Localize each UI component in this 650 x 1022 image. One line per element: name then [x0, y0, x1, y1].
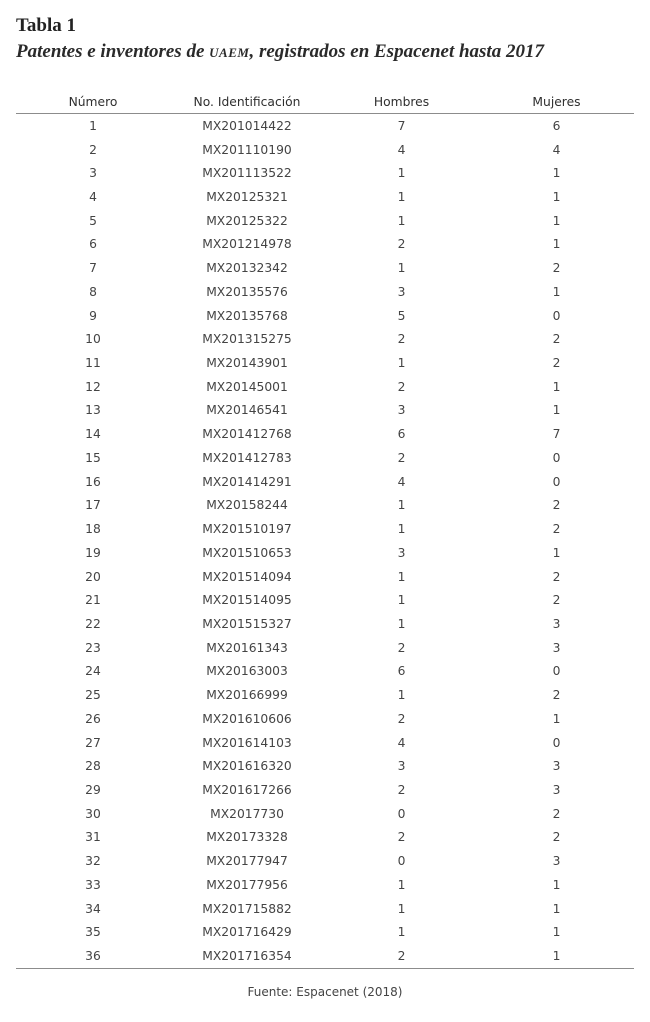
subtitle-text-start: Patentes e inventores de [16, 41, 210, 62]
cell-numero: 22 [85, 616, 101, 631]
cell-hombres: 1 [397, 925, 406, 940]
cell-numero: 15 [85, 450, 101, 465]
cell-identificacion: MX20135768 [206, 308, 288, 323]
table-row [16, 517, 634, 541]
cell-mujeres: 1 [552, 190, 561, 205]
cell-identificacion: MX201110190 [202, 142, 292, 157]
table-row [16, 209, 634, 233]
cell-mujeres: 4 [552, 142, 561, 157]
table-row [16, 612, 634, 636]
table-row [16, 233, 634, 257]
cell-hombres: 2 [397, 450, 406, 465]
cell-identificacion: MX201510197 [202, 522, 292, 537]
cell-hombres: 4 [397, 735, 406, 750]
table-row [16, 778, 634, 802]
cell-identificacion: MX201614103 [202, 735, 292, 750]
cell-numero: 8 [89, 284, 97, 299]
cell-mujeres: 2 [552, 332, 561, 347]
table-row [16, 256, 634, 280]
cell-numero: 19 [85, 545, 101, 560]
cell-identificacion: MX201412768 [202, 427, 292, 442]
table-header [16, 91, 634, 114]
cell-mujeres: 1 [552, 284, 561, 299]
table-row [16, 494, 634, 518]
table-row [16, 161, 634, 185]
cell-hombres: 3 [397, 284, 406, 299]
cell-identificacion: MX20166999 [206, 688, 288, 703]
cell-mujeres: 0 [552, 735, 561, 750]
cell-mujeres: 1 [552, 237, 561, 252]
cell-mujeres: 1 [552, 901, 561, 916]
cell-identificacion: MX201315275 [202, 332, 292, 347]
table-row [16, 138, 634, 162]
cell-hombres: 2 [397, 237, 406, 252]
cell-numero: 1 [89, 118, 97, 133]
cell-numero: 7 [89, 261, 97, 276]
table-row [16, 351, 634, 375]
cell-identificacion: MX201414291 [202, 474, 292, 489]
table-row [16, 280, 634, 304]
table-row [16, 683, 634, 707]
cell-numero: 12 [85, 379, 101, 394]
cell-hombres: 4 [397, 142, 406, 157]
cell-hombres: 0 [397, 806, 406, 821]
cell-numero: 11 [85, 356, 101, 371]
cell-mujeres: 3 [552, 854, 561, 869]
table-row [16, 470, 634, 494]
cell-mujeres: 0 [552, 474, 561, 489]
cell-numero: 28 [85, 759, 101, 774]
cell-mujeres: 3 [552, 616, 561, 631]
table-row [16, 114, 634, 138]
cell-hombres: 1 [397, 522, 406, 537]
cell-mujeres: 0 [552, 308, 561, 323]
table-row [16, 920, 634, 944]
cell-mujeres: 2 [552, 569, 561, 584]
cell-mujeres: 0 [552, 450, 561, 465]
cell-hombres: 1 [397, 261, 406, 276]
cell-mujeres: 1 [552, 166, 561, 181]
cell-identificacion: MX201716429 [202, 925, 292, 940]
cell-hombres: 1 [397, 498, 406, 513]
cell-hombres: 6 [397, 664, 406, 679]
table-source: Fuente: Espacenet (2018) [247, 985, 403, 999]
cell-identificacion: MX20161343 [206, 640, 288, 655]
cell-identificacion: MX20132342 [206, 261, 288, 276]
cell-numero: 32 [85, 854, 101, 869]
cell-mujeres: 1 [552, 925, 561, 940]
cell-numero: 5 [89, 213, 97, 228]
cell-mujeres: 2 [552, 498, 561, 513]
table-body [16, 114, 634, 969]
cell-identificacion: MX201617266 [202, 782, 292, 797]
table-row [16, 565, 634, 589]
cell-hombres: 5 [397, 308, 406, 323]
cell-numero: 31 [85, 830, 101, 845]
cell-mujeres: 3 [552, 640, 561, 655]
table-row [16, 826, 634, 850]
cell-hombres: 1 [397, 901, 406, 916]
cell-identificacion: MX201514094 [202, 569, 292, 584]
cell-mujeres: 1 [552, 711, 561, 726]
table-row [16, 707, 634, 731]
cell-identificacion: MX201616320 [202, 759, 292, 774]
table-row [16, 375, 634, 399]
cell-mujeres: 0 [552, 664, 561, 679]
cell-numero: 25 [85, 688, 101, 703]
cell-identificacion: MX20177947 [206, 854, 288, 869]
cell-mujeres: 1 [479, 944, 634, 968]
cell-hombres: 3 [397, 759, 406, 774]
cell-identificacion: MX20145001 [206, 379, 288, 394]
cell-identificacion: MX201510653 [202, 545, 292, 560]
cell-hombres: 0 [397, 854, 406, 869]
cell-hombres: 3 [397, 545, 406, 560]
table-row [16, 446, 634, 470]
cell-numero: 24 [85, 664, 101, 679]
cell-identificacion: MX201716354 [170, 944, 324, 968]
cell-identificacion: MX201412783 [202, 450, 292, 465]
cell-hombres: 2 [397, 640, 406, 655]
cell-hombres: 1 [397, 190, 406, 205]
cell-mujeres: 2 [552, 830, 561, 845]
cell-numero: 23 [85, 640, 101, 655]
cell-mujeres: 1 [552, 877, 561, 892]
cell-mujeres: 2 [552, 593, 561, 608]
cell-numero: 21 [85, 593, 101, 608]
table-row [16, 399, 634, 423]
cell-hombres: 2 [397, 782, 406, 797]
table-row [16, 873, 634, 897]
cell-identificacion: MX20125322 [206, 213, 288, 228]
cell-hombres: 1 [397, 213, 406, 228]
table-row [16, 185, 634, 209]
table-row [16, 754, 634, 778]
cell-hombres: 2 [397, 711, 406, 726]
header-identificacion: No. Identificación [170, 91, 324, 114]
cell-numero: 20 [85, 569, 101, 584]
cell-hombres: 2 [397, 830, 406, 845]
cell-hombres: 1 [397, 877, 406, 892]
cell-identificacion: MX20146541 [206, 403, 288, 418]
cell-numero: 26 [85, 711, 101, 726]
cell-identificacion: MX201514095 [202, 593, 292, 608]
cell-identificacion: MX201113522 [202, 166, 292, 181]
table-title: Tabla 1 [16, 15, 77, 36]
table-row [16, 327, 634, 351]
cell-identificacion: MX20135576 [206, 284, 288, 299]
cell-hombres: 3 [397, 403, 406, 418]
cell-mujeres: 2 [552, 356, 561, 371]
cell-identificacion: MX20173328 [206, 830, 288, 845]
cell-numero: 16 [85, 474, 101, 489]
cell-mujeres: 1 [552, 213, 561, 228]
cell-hombres: 1 [397, 166, 406, 181]
cell-mujeres: 2 [552, 261, 561, 276]
cell-mujeres: 3 [552, 759, 561, 774]
cell-numero: 4 [89, 190, 97, 205]
cell-numero: 27 [85, 735, 101, 750]
patents-table [16, 91, 634, 969]
cell-identificacion: MX20158244 [206, 498, 288, 513]
cell-mujeres: 3 [552, 782, 561, 797]
cell-numero: 35 [85, 925, 101, 940]
cell-identificacion: MX20163003 [206, 664, 288, 679]
cell-identificacion: MX2017730 [210, 806, 284, 821]
table-row [16, 304, 634, 328]
cell-hombres: 7 [397, 118, 406, 133]
table-row [16, 636, 634, 660]
cell-numero: 6 [89, 237, 97, 252]
cell-identificacion: MX201610606 [202, 711, 292, 726]
table-row [16, 897, 634, 921]
table-row [16, 849, 634, 873]
cell-hombres: 1 [397, 688, 406, 703]
cell-numero: 34 [85, 901, 101, 916]
cell-numero: 18 [85, 522, 101, 537]
table-row [16, 422, 634, 446]
cell-identificacion: MX20177956 [206, 877, 288, 892]
table-row [16, 731, 634, 755]
subtitle-text-end: , registrados en Espacenet hasta 2017 [249, 41, 544, 62]
header-numero: Número [16, 91, 170, 114]
cell-identificacion: MX201515327 [202, 616, 292, 631]
cell-mujeres: 6 [552, 118, 561, 133]
table-row [16, 802, 634, 826]
cell-identificacion: MX20125321 [206, 190, 288, 205]
cell-identificacion: MX20143901 [206, 356, 288, 371]
header-mujeres: Mujeres [479, 91, 634, 114]
table-row [16, 660, 634, 684]
header-row [16, 91, 634, 114]
cell-hombres: 2 [397, 332, 406, 347]
cell-identificacion: MX201715882 [202, 901, 292, 916]
cell-hombres: 4 [397, 474, 406, 489]
cell-hombres: 1 [397, 569, 406, 584]
cell-numero: 13 [85, 403, 101, 418]
table-row [16, 944, 634, 968]
cell-mujeres: 1 [552, 403, 561, 418]
cell-numero: 30 [85, 806, 101, 821]
cell-hombres: 2 [397, 379, 406, 394]
cell-numero: 2 [89, 142, 97, 157]
subtitle-acronym: uaem [209, 41, 250, 62]
cell-mujeres: 1 [552, 545, 561, 560]
cell-numero: 29 [85, 782, 101, 797]
cell-identificacion: MX201214978 [202, 237, 292, 252]
cell-numero: 33 [85, 877, 101, 892]
cell-numero: 17 [85, 498, 101, 513]
cell-mujeres: 7 [552, 427, 561, 442]
cell-hombres: 2 [324, 944, 479, 968]
cell-numero: 3 [89, 166, 97, 181]
cell-numero: 14 [85, 427, 101, 442]
cell-hombres: 1 [397, 593, 406, 608]
cell-numero: 10 [85, 332, 101, 347]
cell-identificacion: MX201014422 [202, 118, 292, 133]
table-row [16, 541, 634, 565]
cell-hombres: 1 [397, 616, 406, 631]
cell-hombres: 1 [397, 356, 406, 371]
cell-mujeres: 2 [552, 688, 561, 703]
table-subtitle [16, 41, 544, 63]
table-row [16, 588, 634, 612]
cell-hombres: 6 [397, 427, 406, 442]
cell-mujeres: 2 [552, 806, 561, 821]
header-hombres: Hombres [324, 91, 479, 114]
cell-numero: 9 [89, 308, 97, 323]
cell-mujeres: 2 [552, 522, 561, 537]
cell-mujeres: 1 [552, 379, 561, 394]
cell-numero: 36 [16, 944, 170, 968]
